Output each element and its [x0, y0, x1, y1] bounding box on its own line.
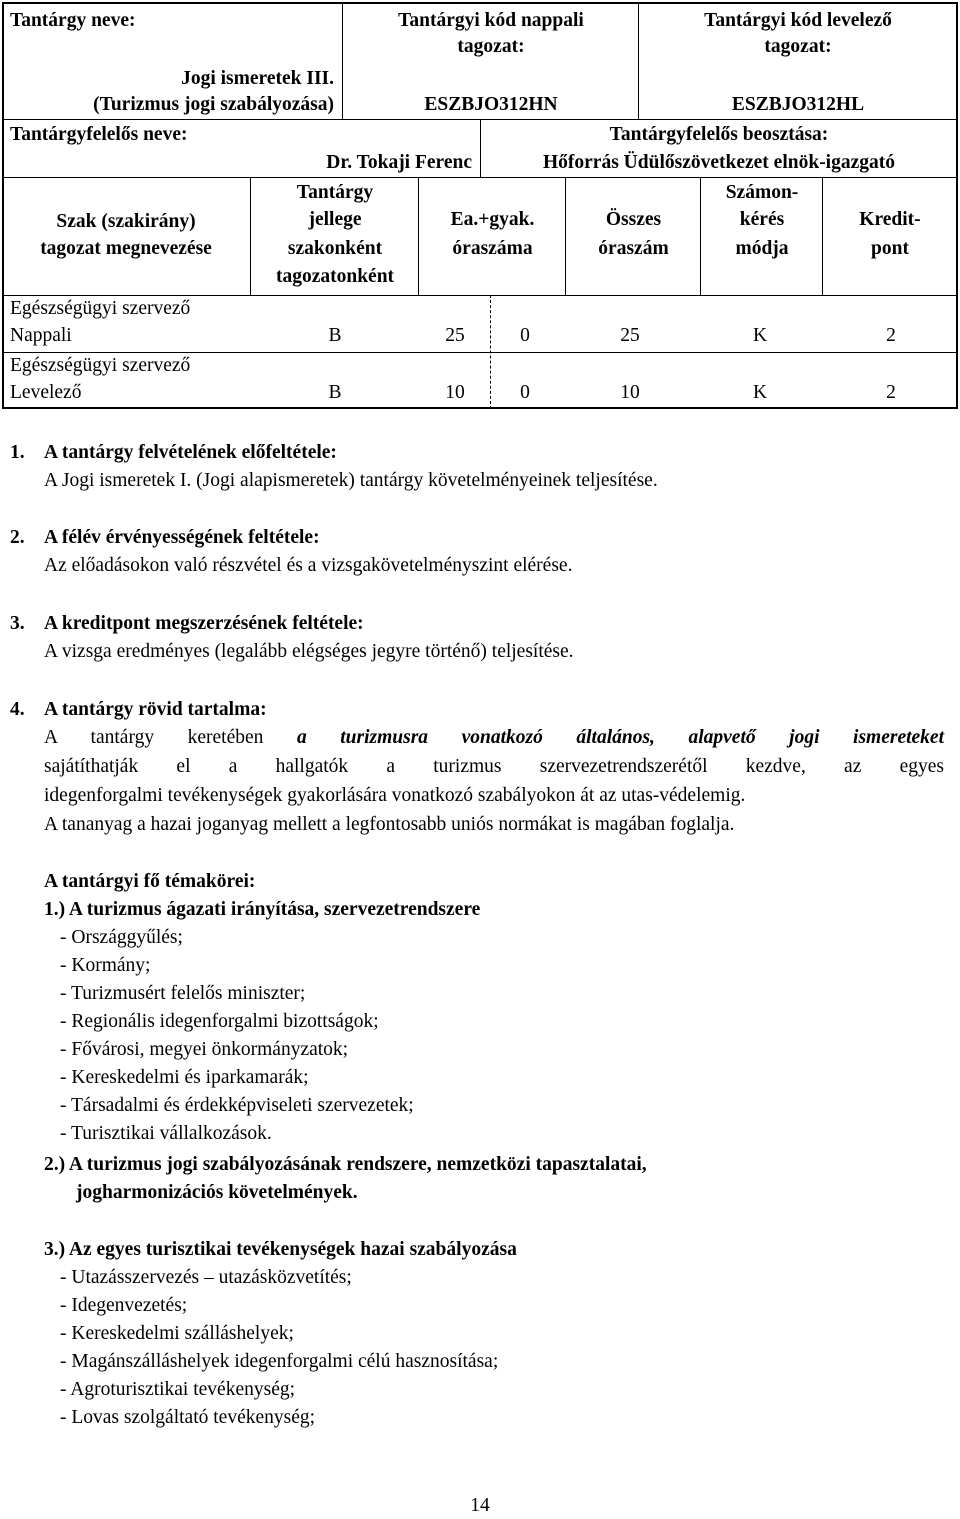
table-divider: [418, 177, 419, 295]
table-divider: [638, 2, 639, 119]
list-item: - Magánszálláshelyek idegenforgalmi célú hasznosítása;: [60, 1351, 499, 1372]
row-osszes: 10: [620, 382, 640, 403]
row-ea: 25: [445, 325, 465, 346]
list-item: - Regionális idegenforgalmi bizottságok;: [60, 1011, 379, 1032]
row-gyak: 0: [520, 382, 530, 403]
responsible-value: Dr. Tokaji Ferenc: [326, 152, 472, 173]
row-tagozat: Levelező: [10, 382, 82, 403]
row-szamon: K: [752, 382, 768, 403]
section-number: 1.: [10, 442, 25, 463]
col-kredit-header-2: pont: [871, 238, 909, 259]
topics-heading: A tantárgyi fő témakörei:: [44, 871, 256, 892]
topic-title: 2.) A turizmus jogi szabályozásának rendszere, nemzetközi tapasztalatai,: [44, 1154, 647, 1175]
col-kredit-header: Kredit-: [859, 209, 921, 230]
col-szak-header-2: tagozat megnevezése: [40, 238, 212, 259]
table-divider: [2, 177, 958, 178]
section-text: Az előadásokon való részvétel és a vizsgakövetelményszint elérése.: [44, 555, 573, 576]
table-divider: [490, 295, 491, 409]
list-item: - Kormány;: [60, 955, 151, 976]
list-item: - Turizmusért felelős miniszter;: [60, 983, 306, 1004]
row-osszes: 25: [620, 325, 640, 346]
content-emphasis: a turizmusra vonatkozó általános, alapvető jogi ismereteket: [296, 727, 944, 748]
col-jelleg-header: Tantárgy: [296, 182, 374, 203]
code-day-label: Tantárgyi kód nappali: [398, 10, 584, 31]
code-day-label-2: tagozat:: [457, 36, 525, 57]
section-title: A tantárgy rövid tartalma:: [44, 699, 267, 720]
col-jelleg-header-2: jellege: [308, 209, 362, 230]
topic-title-continued: jogharmonizációs követelmények.: [76, 1182, 358, 1203]
col-jelleg-header-4: tagozatonként: [275, 266, 395, 287]
list-item: - Utazásszervezés – utazásközvetítés;: [60, 1267, 352, 1288]
col-osszes-header-2: óraszám: [598, 238, 669, 259]
table-divider: [342, 2, 343, 119]
code-corr-value: ESZBJO312HL: [731, 94, 865, 115]
topic-title: 1.) A turizmus ágazati irányítása, szervezetrendszere: [44, 899, 481, 920]
col-jelleg-header-3: szakonként: [287, 238, 383, 259]
list-item: - Idegenvezetés;: [60, 1295, 188, 1316]
subject-name-line1: Jogi ismeretek III.: [181, 68, 334, 89]
table-divider: [822, 177, 823, 295]
content-paragraph-line: idegenforgalmi tevékenységek gyakorlására vonatkozó szabályokon át az utas-védelemig.: [44, 785, 746, 806]
subject-name-line2: (Turizmus jogi szabályozása): [93, 94, 334, 115]
list-item: - Kereskedelmi szálláshelyek;: [60, 1323, 294, 1344]
col-szamon-header-2: kérés: [739, 209, 785, 230]
list-item: - Országgyűlés;: [60, 927, 183, 948]
section-number: 3.: [10, 613, 25, 634]
content-paragraph-line: sajátíthatják el a hallgatók a turizmus szervezetrendszerétől kezdve, az egyes: [44, 756, 944, 777]
position-label: Tantárgyfelelős beosztása:: [609, 124, 829, 145]
row-kredit: 2: [886, 325, 896, 346]
row-tagozat: Nappali: [10, 325, 72, 346]
section-number: 4.: [10, 699, 25, 720]
content-text: A tantárgy keretében: [44, 727, 264, 748]
code-corr-label-2: tagozat:: [764, 36, 832, 57]
section-title: A kreditpont megszerzésének feltétele:: [44, 613, 364, 634]
row-gyak: 0: [520, 325, 530, 346]
section-title: A tantárgy felvételének előfeltétele:: [44, 442, 337, 463]
content-paragraph-line: [44, 724, 944, 752]
table-divider: [565, 177, 566, 295]
list-item: - Kereskedelmi és iparkamarák;: [60, 1067, 309, 1088]
section-text: A Jogi ismeretek I. (Jogi alapismeretek) tantárgy követelményeinek teljesítése.: [44, 470, 658, 491]
table-divider: [250, 177, 251, 295]
position-value: Hőforrás Üdülőszövetkezet elnök-igazgató: [542, 152, 896, 173]
list-item: - Agroturisztikai tevékenység;: [60, 1379, 296, 1400]
row-szak: Egészségügyi szervező: [10, 355, 191, 376]
row-ea: 10: [445, 382, 465, 403]
table-divider: [480, 119, 481, 177]
section-text: A vizsga eredményes (legalább elégséges jegyre történő) teljesítése.: [44, 641, 574, 662]
col-osszes-header: Összes: [605, 209, 662, 230]
responsible-label: Tantárgyfelelős neve:: [10, 124, 188, 145]
row-kredit: 2: [886, 382, 896, 403]
content-paragraph-line: A tananyag a hazai joganyag mellett a legfontosabb uniós normákat is magában foglalja.: [44, 814, 735, 835]
section-number: 2.: [10, 527, 25, 548]
list-item: - Társadalmi és érdekképviseleti szervezetek;: [60, 1095, 414, 1116]
code-corr-label: Tantárgyi kód levelező: [704, 10, 892, 31]
list-item: - Lovas szolgáltató tevékenység;: [60, 1407, 316, 1428]
list-item: - Fővárosi, megyei önkormányzatok;: [60, 1039, 349, 1060]
row-szamon: K: [752, 325, 768, 346]
row-szak: Egészségügyi szervező: [10, 298, 191, 319]
code-day-value: ESZBJO312HN: [424, 94, 558, 115]
section-title: A félév érvényességének feltétele:: [44, 527, 320, 548]
topic-title: 3.) Az egyes turisztikai tevékenységek hazai szabályozása: [44, 1239, 517, 1260]
col-szamon-header-3: módja: [735, 238, 789, 259]
subject-name-label: Tantárgy neve:: [10, 10, 136, 31]
col-szamon-header: Számon-: [725, 182, 799, 203]
col-ora-header: Ea.+gyak.: [450, 209, 535, 230]
list-item: - Turisztikai vállalkozások.: [60, 1123, 272, 1144]
page-number: 14: [470, 1495, 490, 1516]
row-jelleg: B: [328, 382, 342, 403]
col-szak-header: Szak (szakirány): [56, 211, 196, 232]
table-divider: [700, 177, 701, 295]
row-jelleg: B: [328, 325, 342, 346]
col-ora-header-2: óraszáma: [452, 238, 533, 259]
